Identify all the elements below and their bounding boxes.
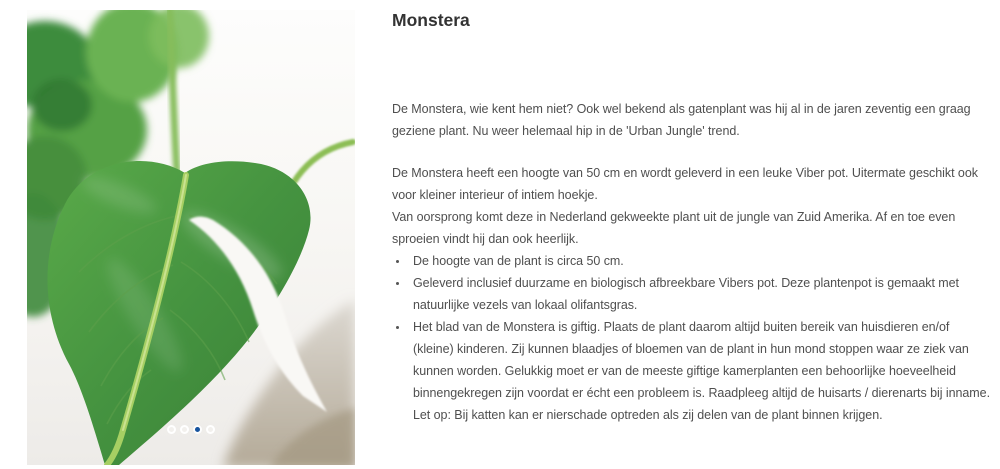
product-title: Monstera [392,10,470,30]
carousel-dot[interactable] [206,425,215,434]
carousel-dots [165,425,217,434]
product-feature-list [392,250,990,426]
list-item: • Het blad van de Monstera is giftig. Plaats de plant daarom altijd buiten bereik van huisdieren en/of (kleine) kinderen. Zij kunnen blaadjes of bloemen van de plant in hun mond stoppen waar ze ziek van kunnen worden. Gelukkig moet er van de meeste giftige kamerplanten een behoorlijke hoeveelheid binnengekregen zijn voordat er écht een probleem is. Raadpleeg altijd de huisarts / dierenarts bij inname. Let op: Bij katten kan er nierschade optreden als zij delen van de plant binnen krijgen. [409,316,990,426]
carousel-dot[interactable] [180,425,189,434]
monstera-photo-illustration [27,10,355,465]
product-photo [27,10,355,465]
list-item: • De hoogte van de plant is circa 50 cm. [409,250,990,272]
product-origin-paragraph: Van oorsprong komt deze in Nederland gekweekte plant uit de jungle van Zuid Amerika. Af en toe even sproeien vindt hij dan ook heerlijk. [392,210,956,246]
product-description-paragraph: De Monstera heeft een hoogte van 50 cm en wordt geleverd in een leuke Viber pot. Uitermate geschikt ook voor kleiner interieur of intiem hoekje. [392,166,978,202]
carousel-dot[interactable] [193,425,202,434]
product-intro-paragraph: De Monstera, wie kent hem niet? Ook wel bekend als gatenplant was hij al in de jaren zeventig een graag geziene plant. Nu weer helemaal hip in de 'Urban Jungle' trend. [392,102,971,138]
carousel-dot[interactable] [167,425,176,434]
product-info [392,8,990,426]
list-item: • Geleverd inclusief duurzame en biologisch afbreekbare Vibers pot. Deze plantenpot is gemaakt met natuurlijke vezels van lokaal olifantsgras. [409,272,990,316]
